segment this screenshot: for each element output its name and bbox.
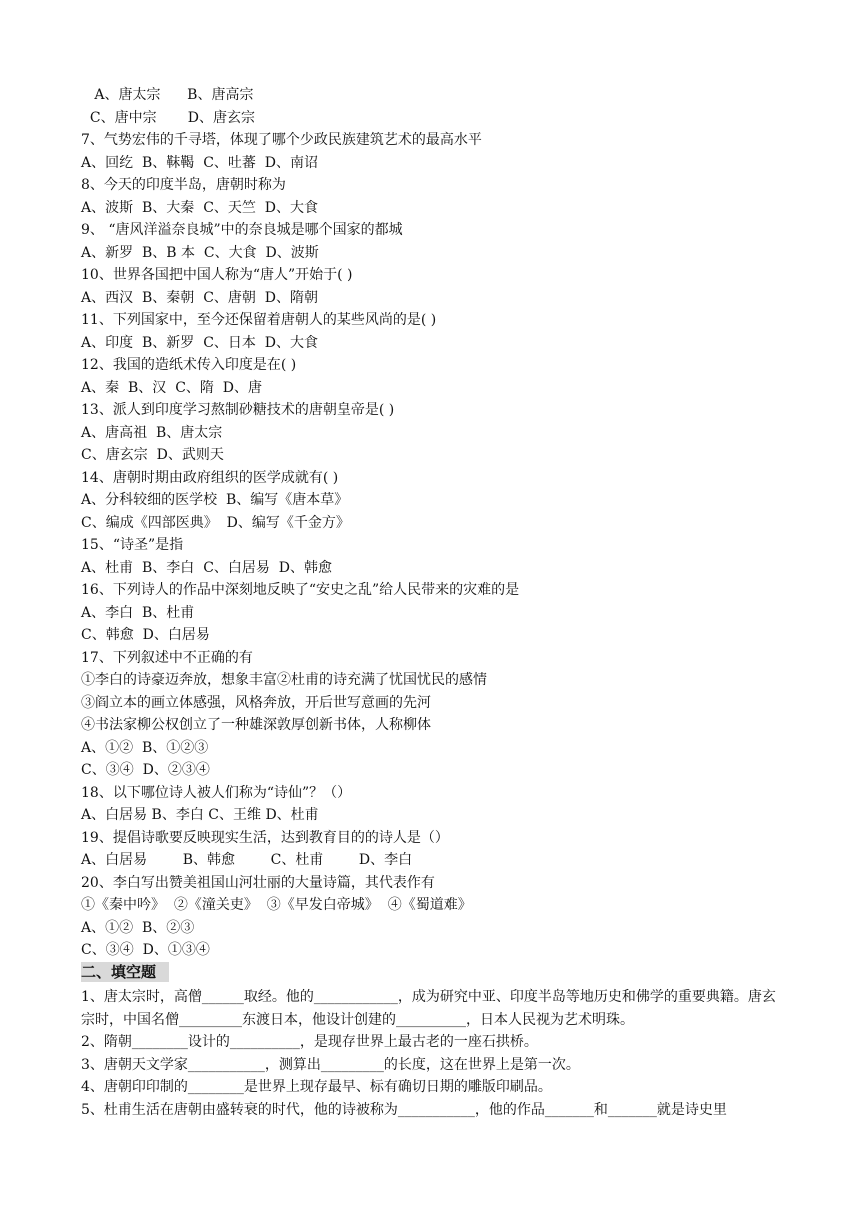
- question-line: C、③④ D、①③④: [81, 942, 210, 958]
- question-line: A、唐高祖 B、唐太宗: [81, 424, 223, 441]
- question-line: ①《秦中吟》 ②《潼关吏》 ③《早发白帝城》 ④《蜀道难》: [81, 897, 472, 913]
- question-line: A、①② B、②③: [81, 919, 195, 936]
- fill-blank-item: 2、隋朝________设计的__________，是现存世界上最古老的一座石拱桥。: [81, 1034, 538, 1050]
- section-heading: 二、填空题: [81, 963, 157, 981]
- question-line: 10、世界各国把中国人称为“唐人”开始于( ): [81, 267, 353, 283]
- question-line: 16、下列诗人的作品中深刻地反映了“安史之乱”给人民带来的灾难的是: [81, 582, 520, 598]
- question-line: A、杜甫 B、李白 C、白居易 D、韩愈: [81, 559, 333, 576]
- question-line: 14、唐朝时期由政府组织的医学成就有( ): [81, 469, 339, 486]
- question-line: 7、气势宏伟的千寻塔，体现了哪个少政民族建筑艺术的最高水平: [81, 132, 482, 148]
- question-line: 17、下列叙述中不正确的有: [81, 649, 253, 666]
- question-line: 12、我国的造纸术传入印度是在( ): [81, 357, 297, 373]
- question-line: ③阎立本的画立体感强，风格奔放，开后世写意画的先河: [81, 694, 431, 711]
- question-line: C、编成《四部医典》 D、编写《千金方》: [81, 514, 350, 531]
- question-line: A、白居易 B、韩愈 C、杜甫 D、李白: [81, 852, 413, 868]
- question-line: A、分科较细的医学校 B、编写《唐本草》: [81, 492, 349, 508]
- question-line: 20、李白写出赞美祖国山河壮丽的大量诗篇，其代表作有: [81, 874, 435, 891]
- question-line: 19、提倡诗歌要反映现实生活，达到教育目的的诗人是（）: [81, 829, 449, 846]
- question-line: ④书法家柳公权创立了一种雄深敦厚创新书体，人称柳体: [81, 717, 431, 733]
- question-line: C、唐中宗 D、唐玄宗: [81, 109, 255, 126]
- question-line: 15、“诗圣”是指: [81, 537, 184, 553]
- question-line: 8、今天的印度半岛，唐朝时称为: [81, 177, 286, 193]
- question-line: C、唐玄宗 D、武则天: [81, 447, 224, 463]
- question-line: 13、派人到印度学习熬制砂糖技术的唐朝皇帝是( ): [81, 402, 395, 418]
- fill-blank-item: 5、杜甫生活在唐朝由盛转衰的时代，他的诗被称为___________，他的作品_______和_______就是诗史里: [81, 1101, 727, 1118]
- question-line: A、西汉 B、秦朝 C、唐朝 D、隋朝: [81, 289, 319, 306]
- fill-blank-item: 4、唐朝印印制的________是世界上现存最早、标有确切日期的雕版印刷品。: [81, 1079, 552, 1095]
- question-line: C、韩愈 D、白居易: [81, 627, 210, 643]
- question-line: 18、以下哪位诗人被人们称为“诗仙”？（）: [81, 784, 352, 801]
- question-line: 11、下列国家中，至今还保留着唐朝人的某些风尚的是( ): [81, 312, 437, 328]
- fill-in-blank-section: [81, 986, 781, 1121]
- question-line: A、波斯 B、大秦 C、天竺 D、大食: [81, 199, 319, 216]
- question-line: 9、 “唐风洋溢奈良城”中的奈良城是哪个国家的都城: [81, 222, 403, 238]
- question-line: A、新罗 B、B 本 C、大食 D、波斯: [81, 244, 319, 261]
- question-line: A、①② B、①②③: [81, 739, 209, 756]
- question-line: ①李白的诗豪迈奔放，想象丰富②杜甫的诗充满了忧国忧民的感情: [81, 672, 487, 688]
- question-line: A、唐太宗 B、唐高宗: [81, 87, 254, 103]
- question-line: A、白居易 B、李白 C、王维 D、杜甫: [81, 807, 319, 823]
- question-line: C、③④ D、②③④: [81, 762, 210, 778]
- question-line: A、回纥 B、靺鞨 C、吐蕃 D、南诏: [81, 154, 319, 171]
- question-line: A、印度 B、新罗 C、日本 D、大食: [81, 334, 319, 351]
- fill-blank-item: 1、唐太宗时，高僧______取经。他的____________，成为研究中亚、印度半岛等地历史和佛学的重要典籍。唐玄宗时，中国名僧_________东渡日本，他设计创建的__________，日本人民视为艺术明珠。: [81, 989, 776, 1028]
- question-line: A、秦 B、汉 C、隋 D、唐: [81, 379, 263, 396]
- fill-blank-item: 3、唐朝天文学家___________，测算出_________的长度，这在世界上是第一次。: [81, 1056, 580, 1073]
- question-line: A、李白 B、杜甫: [81, 604, 195, 621]
